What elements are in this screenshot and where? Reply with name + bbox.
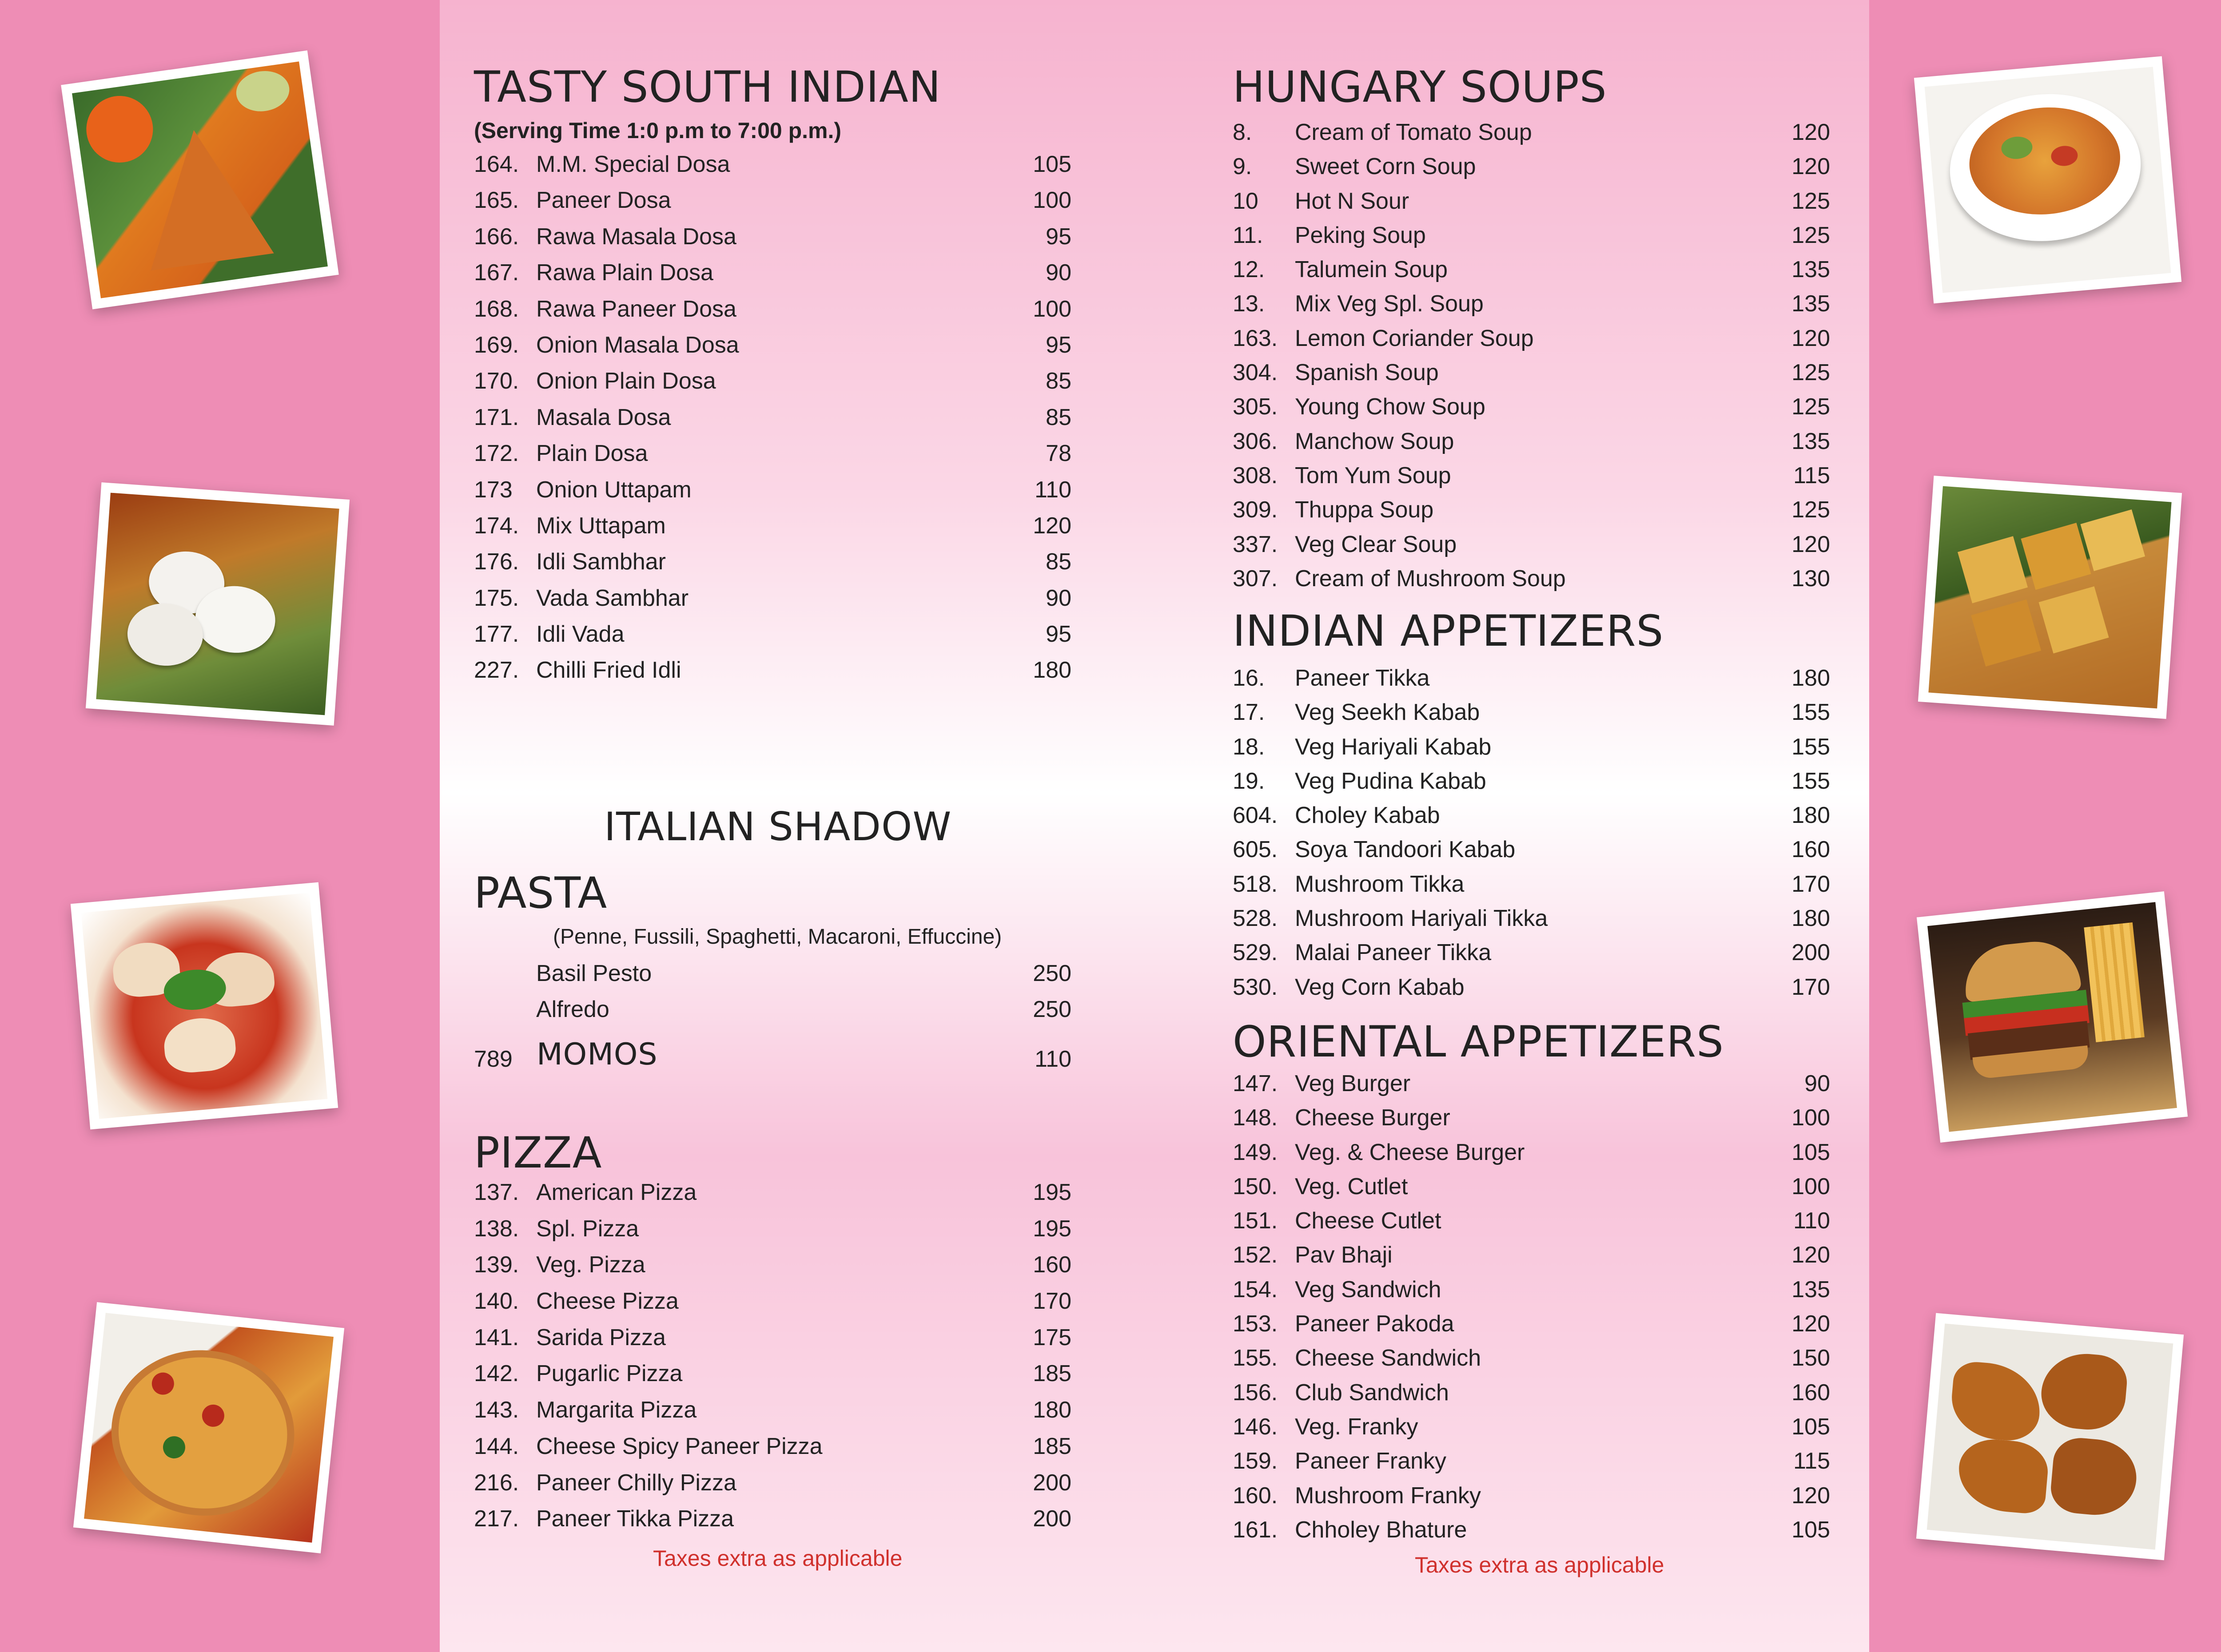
italian-title: ITALIAN SHADOW bbox=[604, 804, 952, 850]
item-name: Cream of Mushroom Soup bbox=[1295, 565, 1566, 592]
item-price: 185 bbox=[1033, 1433, 1071, 1459]
menu-item bbox=[1233, 734, 1843, 768]
item-price: 115 bbox=[1793, 1448, 1830, 1474]
item-number: 141. bbox=[474, 1324, 519, 1350]
item-price: 120 bbox=[1791, 531, 1830, 557]
menu-item bbox=[474, 223, 1085, 259]
item-name: Veg Hariyali Kabab bbox=[1295, 734, 1492, 760]
menu-item bbox=[1233, 119, 1843, 153]
menu-item bbox=[1233, 871, 1843, 905]
item-number: 152. bbox=[1233, 1242, 1278, 1268]
item-name: Cheese Pizza bbox=[536, 1288, 679, 1314]
pizza-title: PIZZA bbox=[474, 1128, 602, 1178]
menu-item bbox=[1233, 496, 1843, 531]
menu-item bbox=[1233, 359, 1843, 393]
item-number: 308. bbox=[1233, 462, 1278, 488]
item-number: 518. bbox=[1233, 871, 1278, 897]
menu-item bbox=[474, 1397, 1085, 1433]
menu-item bbox=[1233, 974, 1843, 1008]
item-price: 95 bbox=[1046, 332, 1071, 358]
menu-item bbox=[474, 585, 1085, 621]
item-price: 250 bbox=[1033, 997, 1071, 1022]
menu-item bbox=[474, 440, 1085, 476]
menu-item bbox=[1233, 222, 1843, 256]
item-name: Veg Burger bbox=[1295, 1071, 1411, 1096]
menu-item bbox=[1233, 428, 1843, 462]
item-number: 139. bbox=[474, 1252, 519, 1278]
item-number: 309. bbox=[1233, 497, 1278, 523]
menu-item bbox=[1233, 1482, 1843, 1517]
item-number: 10 bbox=[1233, 188, 1258, 214]
item-name: Thuppa Soup bbox=[1295, 497, 1434, 523]
item-number: 140. bbox=[474, 1288, 519, 1314]
menu-item bbox=[1233, 1379, 1843, 1414]
item-number: 146. bbox=[1233, 1414, 1278, 1440]
oriental-appetizers-title: ORIENTAL APPETIZERS bbox=[1233, 1017, 1724, 1067]
item-price: 160 bbox=[1791, 837, 1830, 863]
item-name: Paneer Dosa bbox=[536, 187, 671, 214]
menu-item bbox=[1233, 1139, 1843, 1173]
item-number: 528. bbox=[1233, 905, 1278, 932]
burger-photo bbox=[1917, 891, 2188, 1143]
item-number: 11. bbox=[1233, 222, 1263, 248]
menu-item bbox=[474, 332, 1085, 368]
item-number: 604. bbox=[1233, 802, 1278, 829]
item-price: 135 bbox=[1791, 257, 1830, 283]
menu-item bbox=[474, 996, 1085, 1032]
item-number: 164. bbox=[474, 151, 519, 177]
menu-item bbox=[1233, 1242, 1843, 1276]
menu-item bbox=[1233, 393, 1843, 428]
item-number: 176. bbox=[474, 549, 519, 575]
menu-item bbox=[1233, 1345, 1843, 1379]
menu-item bbox=[474, 1215, 1085, 1252]
item-name: Veg. & Cheese Burger bbox=[1295, 1139, 1525, 1165]
item-number: 306. bbox=[1233, 428, 1278, 454]
menu-item bbox=[474, 1288, 1085, 1324]
dosa-photo bbox=[61, 51, 339, 310]
item-price: 175 bbox=[1033, 1324, 1071, 1350]
item-name: Paneer Franky bbox=[1295, 1448, 1447, 1474]
item-number: 13. bbox=[1233, 291, 1265, 317]
item-number: 172. bbox=[474, 441, 519, 467]
menu-item bbox=[1233, 939, 1843, 973]
item-number: 159. bbox=[1233, 1448, 1278, 1474]
item-price: 160 bbox=[1033, 1252, 1071, 1278]
menu-item bbox=[1233, 531, 1843, 565]
item-name: Basil Pesto bbox=[536, 961, 652, 986]
menu-item bbox=[474, 1324, 1085, 1361]
menu-item bbox=[1233, 1414, 1843, 1448]
item-name: Chholey Bhature bbox=[1295, 1517, 1467, 1543]
taxes-note-right: Taxes extra as applicable bbox=[1415, 1553, 1664, 1577]
item-number: 170. bbox=[474, 368, 519, 394]
item-name: Veg. Franky bbox=[1295, 1414, 1418, 1440]
menu-item bbox=[1233, 153, 1843, 187]
item-name: Mushroom Franky bbox=[1295, 1482, 1481, 1509]
serving-time: (Serving Time 1:0 p.m to 7:00 p.m.) bbox=[474, 118, 842, 143]
item-name: Vada Sambhar bbox=[536, 585, 689, 611]
item-name: Paneer Pakoda bbox=[1295, 1311, 1454, 1337]
item-name: Mushroom Tikka bbox=[1295, 871, 1465, 897]
momos-number: 789 bbox=[474, 1046, 513, 1072]
item-number: 154. bbox=[1233, 1276, 1278, 1303]
momos-title: MOMOS bbox=[537, 1037, 658, 1072]
item-name: Talumein Soup bbox=[1295, 257, 1448, 283]
menu-item bbox=[1233, 256, 1843, 290]
item-price: 195 bbox=[1033, 1179, 1071, 1205]
item-number: 142. bbox=[474, 1361, 519, 1387]
item-name: Cheese Burger bbox=[1295, 1105, 1450, 1131]
item-price: 100 bbox=[1791, 1105, 1830, 1131]
item-number: 227. bbox=[474, 657, 519, 683]
menu-item bbox=[474, 1433, 1085, 1469]
item-name: Cream of Tomato Soup bbox=[1295, 119, 1532, 145]
menu-item bbox=[1233, 905, 1843, 939]
pasta-types: (Penne, Fussili, Spaghetti, Macaroni, Effuccine) bbox=[553, 925, 1002, 949]
menu-item bbox=[474, 960, 1085, 996]
idli-photo bbox=[86, 482, 350, 726]
menu-item bbox=[1233, 665, 1843, 699]
item-name: Sweet Corn Soup bbox=[1295, 154, 1476, 180]
south-indian-title: TASTY SOUTH INDIAN bbox=[474, 62, 941, 112]
item-name: Onion Uttapam bbox=[536, 477, 692, 503]
item-name: Veg. Pizza bbox=[536, 1252, 645, 1278]
item-price: 195 bbox=[1033, 1215, 1071, 1242]
item-number: 19. bbox=[1233, 768, 1265, 794]
item-name: Club Sandwich bbox=[1295, 1379, 1449, 1406]
item-name: Plain Dosa bbox=[536, 441, 648, 467]
item-price: 200 bbox=[1033, 1469, 1071, 1496]
item-price: 135 bbox=[1791, 1276, 1830, 1303]
item-name: M.M. Special Dosa bbox=[536, 151, 730, 177]
menu-item bbox=[1233, 1517, 1843, 1551]
item-name: Pav Bhaji bbox=[1295, 1242, 1393, 1268]
item-number: 143. bbox=[474, 1397, 519, 1423]
item-name: Soya Tandoori Kabab bbox=[1295, 837, 1516, 863]
item-price: 125 bbox=[1791, 222, 1830, 248]
momos-price: 110 bbox=[1035, 1046, 1071, 1072]
item-price: 105 bbox=[1791, 1517, 1830, 1543]
item-number: 151. bbox=[1233, 1208, 1278, 1234]
item-name: Alfredo bbox=[536, 997, 609, 1022]
item-name: Veg Seekh Kabab bbox=[1295, 699, 1480, 726]
menu-item bbox=[474, 1505, 1085, 1542]
item-name: Onion Plain Dosa bbox=[536, 368, 716, 394]
item-price: 160 bbox=[1791, 1379, 1830, 1406]
item-number: 168. bbox=[474, 296, 519, 322]
menu-item bbox=[1233, 565, 1843, 600]
pasta-title: PASTA bbox=[474, 868, 608, 918]
item-name: Spanish Soup bbox=[1295, 360, 1439, 386]
item-price: 200 bbox=[1791, 940, 1830, 966]
item-name: Sarida Pizza bbox=[536, 1324, 666, 1350]
item-name: Margarita Pizza bbox=[536, 1397, 697, 1423]
item-number: 177. bbox=[474, 621, 519, 647]
item-number: 150. bbox=[1233, 1173, 1278, 1199]
item-price: 125 bbox=[1791, 360, 1830, 386]
item-name: Spl. Pizza bbox=[536, 1215, 639, 1242]
item-name: Rawa Masala Dosa bbox=[536, 223, 736, 250]
item-price: 85 bbox=[1046, 404, 1071, 430]
item-price: 180 bbox=[1791, 802, 1830, 829]
menu-item bbox=[474, 296, 1085, 332]
item-number: 163. bbox=[1233, 325, 1278, 351]
menu-item bbox=[474, 1179, 1085, 1215]
item-number: 155. bbox=[1233, 1345, 1278, 1371]
menu-item bbox=[1233, 1310, 1843, 1345]
item-number: 148. bbox=[1233, 1105, 1278, 1131]
menu-item bbox=[1233, 768, 1843, 802]
item-name: Manchow Soup bbox=[1295, 428, 1454, 454]
indian-appetizers-title: INDIAN APPETIZERS bbox=[1233, 606, 1664, 656]
menu-item bbox=[474, 1251, 1085, 1288]
item-name: Mix Veg Spl. Soup bbox=[1295, 291, 1484, 317]
item-name: Hot N Sour bbox=[1295, 188, 1409, 214]
item-name: Chilli Fried Idli bbox=[536, 657, 681, 683]
menu-item bbox=[474, 1469, 1085, 1506]
item-price: 90 bbox=[1804, 1071, 1830, 1096]
soups-title: HUNGARY SOUPS bbox=[1233, 62, 1607, 112]
item-number: 166. bbox=[474, 223, 519, 250]
item-number: 171. bbox=[474, 404, 519, 430]
item-price: 180 bbox=[1791, 665, 1830, 691]
item-price: 135 bbox=[1791, 291, 1830, 317]
item-number: 216. bbox=[474, 1469, 519, 1496]
item-price: 100 bbox=[1791, 1173, 1830, 1199]
item-price: 95 bbox=[1046, 621, 1071, 647]
menu-item bbox=[1233, 1276, 1843, 1310]
item-number: 169. bbox=[474, 332, 519, 358]
item-name: Pugarlic Pizza bbox=[536, 1361, 683, 1387]
item-price: 125 bbox=[1791, 497, 1830, 523]
item-number: 167. bbox=[474, 260, 519, 286]
item-number: 337. bbox=[1233, 531, 1278, 557]
item-price: 185 bbox=[1033, 1361, 1071, 1387]
item-number: 165. bbox=[474, 187, 519, 214]
menu-item bbox=[1233, 325, 1843, 359]
item-price: 90 bbox=[1046, 260, 1071, 286]
item-price: 105 bbox=[1033, 151, 1071, 177]
item-number: 156. bbox=[1233, 1379, 1278, 1406]
item-number: 153. bbox=[1233, 1311, 1278, 1337]
item-number: 217. bbox=[474, 1506, 519, 1532]
item-number: 160. bbox=[1233, 1482, 1278, 1509]
menu-item bbox=[1233, 290, 1843, 325]
item-number: 138. bbox=[474, 1215, 519, 1242]
item-price: 180 bbox=[1033, 1397, 1071, 1423]
menu-item bbox=[474, 368, 1085, 404]
menu-item bbox=[474, 404, 1085, 440]
item-number: 305. bbox=[1233, 394, 1278, 420]
item-number: 12. bbox=[1233, 257, 1265, 283]
menu-item bbox=[1233, 1104, 1843, 1139]
item-name: Mushroom Hariyali Tikka bbox=[1295, 905, 1548, 932]
item-price: 105 bbox=[1791, 1139, 1830, 1165]
item-name: Cheese Spicy Paneer Pizza bbox=[536, 1433, 823, 1459]
pizza-list bbox=[474, 1179, 1085, 1542]
menu-item bbox=[474, 151, 1085, 187]
item-price: 110 bbox=[1793, 1208, 1830, 1234]
item-price: 110 bbox=[1035, 477, 1071, 503]
paneer-tikka-photo bbox=[1918, 476, 2182, 719]
item-number: 173 bbox=[474, 477, 513, 503]
item-price: 155 bbox=[1791, 699, 1830, 726]
indian-appetizers-list bbox=[1233, 665, 1843, 1008]
item-price: 155 bbox=[1791, 734, 1830, 760]
item-name: Veg Corn Kabab bbox=[1295, 974, 1465, 1000]
menu-item bbox=[1233, 836, 1843, 870]
item-number: 175. bbox=[474, 585, 519, 611]
item-price: 125 bbox=[1791, 394, 1830, 420]
momos-photo bbox=[71, 882, 338, 1130]
item-number: 137. bbox=[474, 1179, 519, 1205]
item-name: Lemon Coriander Soup bbox=[1295, 325, 1534, 351]
item-price: 170 bbox=[1791, 974, 1830, 1000]
menu-item bbox=[474, 621, 1085, 657]
item-number: 147. bbox=[1233, 1071, 1278, 1096]
item-number: 161. bbox=[1233, 1517, 1278, 1543]
item-price: 85 bbox=[1046, 368, 1071, 394]
item-number: 16. bbox=[1233, 665, 1265, 691]
item-price: 100 bbox=[1033, 187, 1071, 214]
item-price: 105 bbox=[1791, 1414, 1830, 1440]
soups-list bbox=[1233, 119, 1843, 600]
item-number: 144. bbox=[474, 1433, 519, 1459]
item-price: 90 bbox=[1046, 585, 1071, 611]
item-price: 125 bbox=[1791, 188, 1830, 214]
menu-item bbox=[474, 477, 1085, 512]
item-name: Tom Yum Soup bbox=[1295, 462, 1451, 488]
item-number: 17. bbox=[1233, 699, 1265, 726]
item-name: Rawa Plain Dosa bbox=[536, 260, 713, 286]
item-price: 115 bbox=[1793, 462, 1830, 488]
menu-item bbox=[1233, 699, 1843, 733]
pizza-photo bbox=[73, 1302, 344, 1553]
item-name: Paneer Tikka Pizza bbox=[536, 1506, 734, 1532]
item-name: Paneer Chilly Pizza bbox=[536, 1469, 736, 1496]
menu-item bbox=[1233, 1207, 1843, 1242]
menu-item bbox=[474, 1360, 1085, 1397]
item-name: Veg Clear Soup bbox=[1295, 531, 1457, 557]
item-number: 8. bbox=[1233, 119, 1252, 145]
item-price: 180 bbox=[1791, 905, 1830, 932]
item-number: 307. bbox=[1233, 565, 1278, 592]
item-number: 18. bbox=[1233, 734, 1265, 760]
item-name: Onion Masala Dosa bbox=[536, 332, 739, 358]
menu-item bbox=[1233, 1173, 1843, 1207]
item-name: Peking Soup bbox=[1295, 222, 1426, 248]
item-price: 120 bbox=[1791, 154, 1830, 180]
menu-item bbox=[1233, 1448, 1843, 1482]
item-price: 120 bbox=[1791, 1311, 1830, 1337]
item-name: Cheese Cutlet bbox=[1295, 1208, 1441, 1234]
item-price: 78 bbox=[1046, 441, 1071, 467]
item-price: 135 bbox=[1791, 428, 1830, 454]
item-price: 85 bbox=[1046, 549, 1071, 575]
item-price: 150 bbox=[1791, 1345, 1830, 1371]
item-price: 120 bbox=[1033, 512, 1071, 539]
menu-item bbox=[474, 259, 1085, 295]
item-name: Idli Vada bbox=[536, 621, 625, 647]
item-number: 149. bbox=[1233, 1139, 1278, 1165]
item-name: Paneer Tikka bbox=[1295, 665, 1430, 691]
menu-item bbox=[1233, 802, 1843, 836]
menu-item bbox=[474, 512, 1085, 548]
south-indian-list bbox=[474, 151, 1085, 693]
item-name: Veg. Cutlet bbox=[1295, 1173, 1408, 1199]
item-name: Choley Kabab bbox=[1295, 802, 1440, 829]
item-price: 95 bbox=[1046, 223, 1071, 250]
taxes-note-left: Taxes extra as applicable bbox=[653, 1546, 903, 1571]
item-price: 120 bbox=[1791, 325, 1830, 351]
item-number: 9. bbox=[1233, 154, 1252, 180]
item-price: 170 bbox=[1791, 871, 1830, 897]
item-number: 529. bbox=[1233, 940, 1278, 966]
item-name: Masala Dosa bbox=[536, 404, 671, 430]
item-name: Mix Uttapam bbox=[536, 512, 666, 539]
menu-item bbox=[474, 187, 1085, 223]
item-name: Malai Paneer Tikka bbox=[1295, 940, 1492, 966]
pasta-list bbox=[474, 960, 1085, 1032]
menu-item bbox=[1233, 462, 1843, 496]
menu-item bbox=[474, 657, 1085, 693]
item-name: Veg Pudina Kabab bbox=[1295, 768, 1486, 794]
oriental-appetizers-list bbox=[1233, 1070, 1843, 1551]
item-price: 155 bbox=[1791, 768, 1830, 794]
item-price: 100 bbox=[1033, 296, 1071, 322]
menu-item bbox=[1233, 1070, 1843, 1104]
item-price: 250 bbox=[1033, 961, 1071, 986]
item-price: 120 bbox=[1791, 1242, 1830, 1268]
menu-item bbox=[474, 548, 1085, 584]
item-number: 530. bbox=[1233, 974, 1278, 1000]
vegetable-soup-photo bbox=[1914, 56, 2181, 304]
menu-item bbox=[1233, 188, 1843, 222]
item-name: Idli Sambhar bbox=[536, 549, 666, 575]
item-number: 304. bbox=[1233, 360, 1278, 386]
item-price: 180 bbox=[1033, 657, 1071, 683]
item-name: Rawa Paneer Dosa bbox=[536, 296, 736, 322]
item-price: 120 bbox=[1791, 119, 1830, 145]
item-price: 120 bbox=[1791, 1482, 1830, 1509]
item-name: Young Chow Soup bbox=[1295, 394, 1485, 420]
item-price: 200 bbox=[1033, 1506, 1071, 1532]
item-price: 130 bbox=[1791, 565, 1830, 592]
item-name: Cheese Sandwich bbox=[1295, 1345, 1481, 1371]
item-price: 170 bbox=[1033, 1288, 1071, 1314]
cutlet-photo bbox=[1916, 1313, 2184, 1561]
item-name: Veg Sandwich bbox=[1295, 1276, 1441, 1303]
item-number: 605. bbox=[1233, 837, 1278, 863]
item-number: 174. bbox=[474, 512, 519, 539]
item-name: American Pizza bbox=[536, 1179, 697, 1205]
